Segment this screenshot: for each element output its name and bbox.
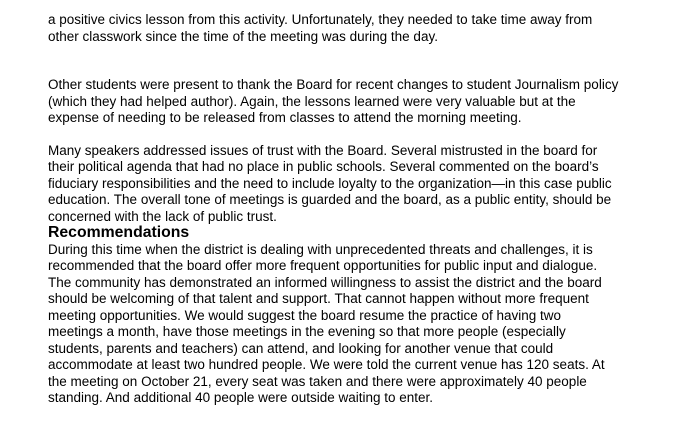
paragraph-recommendations: During this time when the district is dealing with unprecedented threats and challenges, it is recommended that the board offer more frequent opportunities for public input and dialogue. The community has demonstrated an informed willingness to assist the district and the board should be welcoming of that talent and support. That cannot happen without more frequent meeting opportunities. We would suggest the board resume the practice of having two meetings a month, have those meetings in the evening so that more people (especially students, parents and teachers) can attend, and looking for another venue that could accommodate at least two hundred people. We were told the current venue has 120 seats. At the meeting on October 21, every seat was taken and there were approximately 40 people standing. And additional 40 people were outside waiting to enter. [48, 241, 605, 405]
paragraph-journalism-policy: Other students were present to thank the Board for recent changes to student Journalism policy (which they had helped author). Again, the lessons learned were very valuable but at the expense of needing to be released from classes to attend the morning meeting. [48, 77, 619, 125]
paragraph-spacer [48, 61, 688, 77]
section-heading-recommendations: Recommendations [48, 224, 190, 241]
paragraph-public-trust: Many speakers addressed issues of trust with the Board. Several mistrusted in the board for their political agenda that had no place in public schools. Several commented on the board’s fiduciary responsibilities and the need to include loyalty to the organization—in this case public education. The overall tone of meetings is guarded and the board, as a public entity, should be concerned with the lack of public trust. [48, 142, 612, 224]
document-page [48, 12, 688, 407]
paragraph-spacer [48, 45, 688, 61]
paragraph-spacer [48, 127, 688, 143]
paragraph-civics-continuation: a positive civics lesson from this activity. Unfortunately, they needed to take time away from other classwork since the time of the meeting was during the day. [48, 12, 593, 44]
